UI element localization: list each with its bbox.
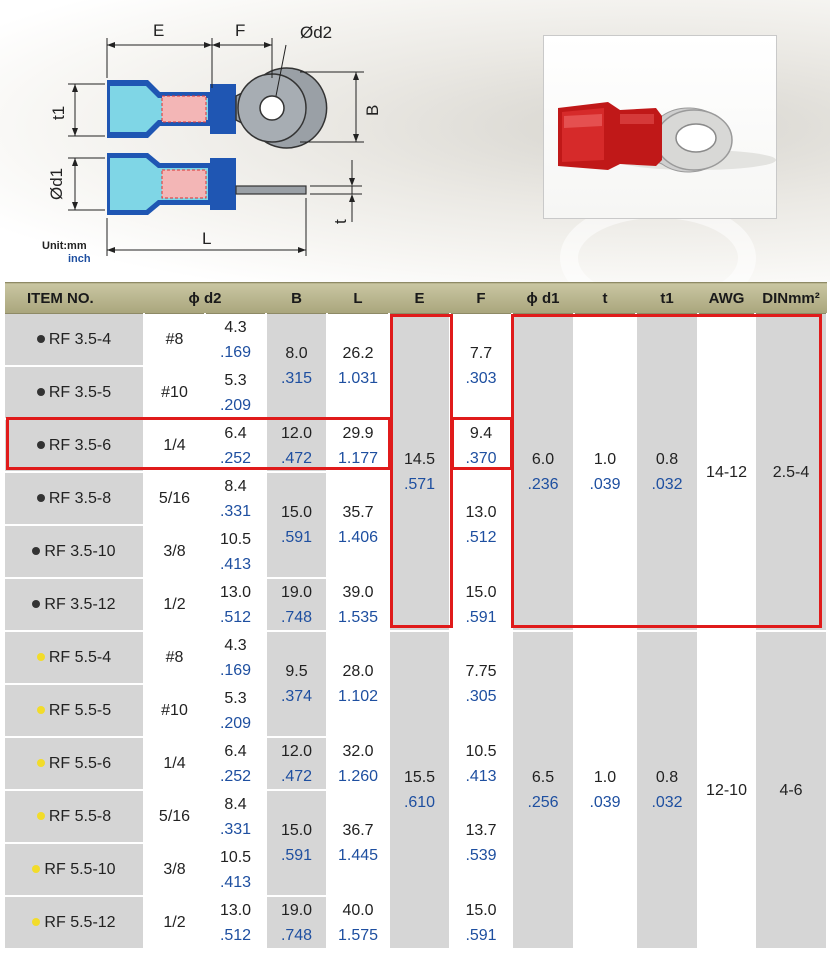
item-cell: RF 5.5-10 [5,843,144,896]
e-cell: 15.5 .610 [389,631,450,949]
d2-size-cell: 5/16 [144,790,205,843]
item-cell: RF 5.5-4 [5,631,144,684]
d2-value-cell: 5.3 .209 [205,366,266,419]
l-cell: 29.9 1.177 [327,419,389,472]
d2-value-cell: 8.4 .331 [205,790,266,843]
d2-size-cell: 3/8 [144,525,205,578]
b-cell: 19.0 .748 [266,578,327,631]
l-cell: 40.0 1.575 [327,896,389,949]
black-dot-icon [37,494,45,502]
t-cell: 1.0 .039 [574,631,636,949]
awg-cell: 14-12 [698,314,755,632]
label-t1: t1 [49,105,68,120]
item-cell: RF 5.5-12 [5,896,144,949]
product-photo [543,35,777,219]
f-cell: 13.7 .539 [450,790,512,896]
unit-inch-label: inch [68,253,91,265]
table-row [5,314,827,367]
b-cell: 19.0 .748 [266,896,327,949]
d2-value-cell: 8.4 .331 [205,472,266,525]
yellow-dot-icon [37,759,45,767]
header-e: E [389,283,450,314]
yellow-dot-icon [32,865,40,873]
item-cell: RF 3.5-8 [5,472,144,525]
item-cell: RF 3.5-12 [5,578,144,631]
d2-size-cell: #8 [144,314,205,367]
item-cell: RF 3.5-10 [5,525,144,578]
table-row [5,631,827,684]
header-item-no: ITEM NO. [5,283,144,314]
header-d1: ϕ d1 [512,283,574,314]
black-dot-icon [32,547,40,555]
l-cell: 26.2 1.031 [327,314,389,420]
yellow-dot-icon [32,918,40,926]
b-cell: 15.0 .591 [266,790,327,896]
black-dot-icon [37,388,45,396]
d2-size-cell: 5/16 [144,472,205,525]
header-b: B [266,283,327,314]
item-cell: RF 5.5-6 [5,737,144,790]
header-t1: t1 [636,283,698,314]
b-cell: 12.0 .472 [266,737,327,790]
f-cell: 7.7 .303 [450,314,512,420]
t1-cell: 0.8 .032 [636,631,698,949]
label-d1: Ød1 [47,167,66,200]
f-cell: 15.0 .591 [450,896,512,949]
item-cell: RF 5.5-8 [5,790,144,843]
top-view-terminal [107,68,327,148]
label-l: L [202,229,212,248]
dimension-lines [68,38,364,256]
b-cell: 12.0 .472 [266,419,327,472]
item-cell: RF 3.5-6 [5,419,144,472]
yellow-dot-icon [37,812,45,820]
din-cell: 2.5-4 [755,314,827,632]
b-cell: 9.5 .374 [266,631,327,737]
d1-cell: 6.0 .236 [512,314,574,632]
d2-value-cell: 10.5 .413 [205,525,266,578]
header-f: F [450,283,512,314]
f-cell: 9.4 .370 [450,419,512,472]
header-graphic-area [0,0,830,282]
t-cell: 1.0 .039 [574,314,636,632]
f-cell: 15.0 .591 [450,578,512,631]
d2-value-cell: 4.3 .169 [205,631,266,684]
awg-cell: 12-10 [698,631,755,949]
d2-size-cell: 1/4 [144,737,205,790]
f-cell: 13.0 .512 [450,472,512,578]
d2-value-cell: 10.5 .413 [205,843,266,896]
item-cell: RF 5.5-5 [5,684,144,737]
l-cell: 36.7 1.445 [327,790,389,896]
side-view-terminal [107,153,306,215]
label-t: t [331,219,350,224]
d2-size-cell: 1/2 [144,578,205,631]
header-din: DINmm² [755,283,827,314]
black-dot-icon [32,600,40,608]
header-d2: ϕ d2 [144,283,266,314]
black-dot-icon [37,335,45,343]
d2-size-cell: #10 [144,684,205,737]
d2-value-cell: 13.0 .512 [205,578,266,631]
label-b: B [363,104,382,116]
l-cell: 39.0 1.535 [327,578,389,631]
yellow-dot-icon [37,653,45,661]
black-dot-icon [37,441,45,449]
d2-size-cell: 1/4 [144,419,205,472]
d2-value-cell: 13.0 .512 [205,896,266,949]
dimension-arrows [72,42,359,253]
d2-value-cell: 4.3 .169 [205,314,266,367]
f-cell: 10.5 .413 [450,737,512,790]
l-cell: 35.7 1.406 [327,472,389,578]
d2-size-cell: 3/8 [144,843,205,896]
d2-value-cell: 6.4 .252 [205,419,266,472]
label-e: E [153,21,165,40]
table-header-row [5,283,827,314]
item-cell: RF 3.5-4 [5,314,144,367]
b-cell: 8.0 .315 [266,314,327,420]
t1-cell: 0.8 .032 [636,314,698,632]
d1-cell: 6.5 .256 [512,631,574,949]
label-d2: Ød2 [300,23,333,42]
d2-value-cell: 5.3 .209 [205,684,266,737]
header-l: L [327,283,389,314]
header-t: t [574,283,636,314]
e-cell: 14.5 .571 [389,314,450,632]
din-cell: 4-6 [755,631,827,949]
label-f: F [235,21,246,40]
d2-size-cell: #8 [144,631,205,684]
red-ring-terminal-icon [544,36,776,218]
d2-size-cell: 1/2 [144,896,205,949]
unit-mm-label: Unit:mm [42,240,87,252]
spec-table [5,282,828,950]
f-cell: 7.75 .305 [450,631,512,737]
header-awg: AWG [698,283,755,314]
yellow-dot-icon [37,706,45,714]
d2-size-cell: #10 [144,366,205,419]
b-cell: 15.0 .591 [266,472,327,578]
d2-value-cell: 6.4 .252 [205,737,266,790]
item-cell: RF 3.5-5 [5,366,144,419]
l-cell: 28.0 1.102 [327,631,389,737]
l-cell: 32.0 1.260 [327,737,389,790]
